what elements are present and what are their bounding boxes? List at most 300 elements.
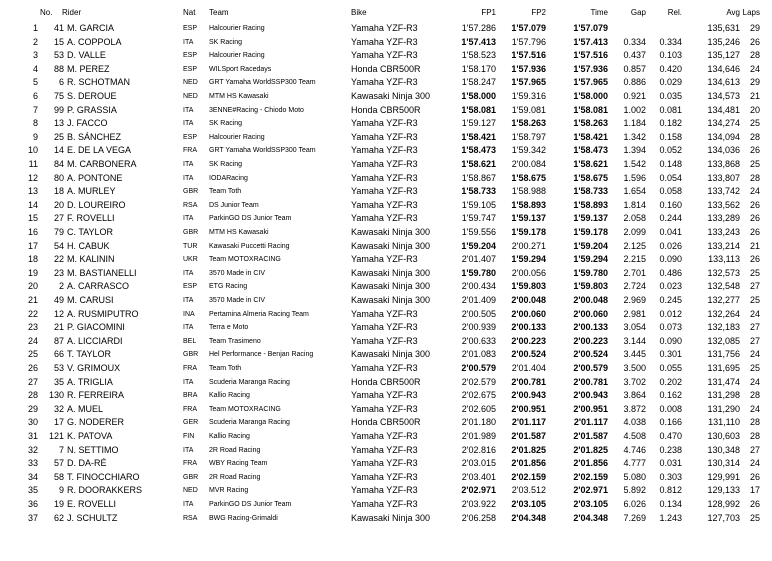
rel-cell: 0.301 [659,349,682,360]
nat-cell: BRA [183,392,198,400]
fp2-cell: 1'58.893 [511,199,546,210]
laps-cell: 25 [749,295,760,305]
laps-cell: 21 [749,240,760,251]
avg-cell: 131,474 [707,376,740,387]
nat-cell: BEL [183,337,197,345]
avg-cell: 132,264 [707,308,740,319]
header-no: No. [40,8,53,17]
number-cell: 19 [53,499,64,509]
team-cell: Team Toth [209,365,242,372]
time-cell: 1'58.473 [573,145,608,156]
laps-cell: 29 [749,23,760,33]
fp2-cell: 2'00.951 [511,403,546,414]
nat-cell: ITA [183,38,194,46]
table-row [0,294,772,307]
rel-cell: 0.166 [659,417,682,428]
nat-cell: FRA [183,460,197,468]
table-row [0,444,772,457]
gap-cell: 1.542 [623,159,646,169]
rel-cell: 0.162 [659,390,682,401]
gap-cell: 2.099 [623,227,646,237]
fp2-cell: 2'01.117 [511,417,546,428]
laps-cell: 28 [749,172,760,183]
nat-cell: ITA [183,324,194,332]
rel-cell: 0.202 [659,376,682,387]
laps-cell: 21 [749,91,760,101]
fp1-cell: 1'58.621 [461,159,496,169]
team-cell: BWG Racing-Grimaldi [209,514,278,522]
rider-cell: A. LICCIARDI [67,335,123,346]
position-cell: 30 [27,417,38,428]
team-cell: Kawasaki Puccetti Racing [209,242,290,250]
rider-cell: T. FINOCCHIARO [67,471,140,482]
bike-cell: Honda CBR500R [351,417,421,428]
fp1-cell: 2'02.579 [461,376,496,387]
rider-cell: C. TAYLOR [67,227,114,237]
team-cell: 3570 Made in CIV [209,297,266,304]
fp1-cell: 2'01.409 [461,295,496,305]
laps-cell: 26 [749,471,760,482]
number-cell: 35 [53,376,64,387]
laps-cell: 26 [749,499,760,509]
team-cell: 3570 Made in CIV [209,269,266,277]
nat-cell: ESP [183,133,198,141]
laps-cell: 28 [749,50,760,61]
time-cell: 1'59.204 [573,240,608,251]
bike-cell: Yamaha YZF-R3 [351,403,418,414]
nat-cell: ITA [183,215,194,223]
team-cell: Halcourier Racing [209,52,265,60]
fp2-cell: 2'01.825 [511,444,546,455]
rel-cell: 0.012 [659,308,682,319]
gap-cell: 1.002 [623,104,646,115]
time-cell: 1'58.000 [573,91,608,101]
laps-cell: 24 [749,349,760,360]
fp1-cell: 1'59.780 [461,267,496,278]
position-cell: 2 [32,36,38,47]
header-rel: Rel. [667,8,682,17]
rel-cell: 0.486 [659,267,682,278]
gap-cell: 1.394 [623,145,646,156]
bike-cell: Yamaha YZF-R3 [351,363,418,373]
avg-cell: 133,214 [707,240,740,251]
rel-cell: 0.055 [659,363,682,373]
rel-cell: 0.023 [659,281,682,292]
fp2-cell: 1'57.796 [511,36,546,47]
avg-cell: 133,113 [708,254,740,265]
number-cell: 12 [53,308,64,319]
fp1-cell: 2'03.401 [461,471,496,482]
table-row [0,131,772,144]
avg-cell: 132,548 [707,281,740,292]
team-cell: Kallio Racing [209,433,250,440]
fp2-cell: 2'00.048 [511,295,546,305]
bike-cell: Yamaha YZF-R3 [351,499,418,509]
fp2-cell: 1'58.263 [511,118,546,129]
position-cell: 32 [27,444,38,455]
gap-cell: 4.038 [623,417,646,428]
nat-cell: ITA [183,120,194,128]
laps-cell: 26 [749,213,760,224]
team-cell: SK Racing [209,38,243,46]
rider-cell: A. TRIGLIA [67,376,113,387]
bike-cell: Yamaha YZF-R3 [351,444,418,455]
time-cell: 2'00.133 [573,322,608,333]
avg-cell: 134,036 [707,145,740,156]
team-cell: SK Racing [209,161,243,168]
fp2-cell: 2'00.056 [511,267,546,278]
fp1-cell: 1'59.127 [461,118,496,129]
gap-cell: 0.437 [623,50,646,61]
number-cell: 66 [53,349,64,360]
bike-cell: Yamaha YZF-R3 [351,159,418,169]
team-cell: Pertamina Almeria Racing Team [209,310,309,318]
gap-cell: 2.981 [623,308,646,319]
fp2-cell: 2'00.060 [511,308,546,319]
laps-cell: 28 [749,131,760,142]
number-cell: 25 [53,131,64,142]
nat-cell: GBR [183,188,199,196]
fp1-cell: 2'01.083 [461,349,496,360]
nat-cell: NED [183,487,198,495]
laps-cell: 27 [749,281,760,292]
team-cell: Team MOTOXRACING [209,256,281,264]
rider-cell: P. GRASSIA [67,104,117,115]
rel-cell: 0.035 [659,91,682,101]
fp2-cell: 2'01.856 [511,458,546,469]
rider-cell: M. KALININ [67,254,115,265]
laps-cell: 25 [749,267,760,278]
position-cell: 36 [27,499,38,509]
position-cell: 22 [27,308,38,319]
bike-cell: Yamaha YZF-R3 [351,254,418,265]
header-gap: Gap [630,8,646,17]
number-cell: 22 [53,254,64,265]
position-cell: 20 [27,281,38,292]
rider-cell: M. PEREZ [67,63,110,74]
number-cell: 79 [53,227,64,237]
avg-cell: 131,110 [708,417,740,428]
gap-cell: 3.500 [623,363,646,373]
laps-cell: 27 [749,322,760,333]
gap-cell: 1.654 [623,186,646,197]
number-cell: 2 [58,281,64,292]
rider-cell: M. CARBONERA [67,159,137,169]
number-cell: 87 [53,335,64,346]
avg-cell: 132,085 [707,335,740,346]
bike-cell: Yamaha YZF-R3 [351,458,418,469]
number-cell: 15 [53,36,64,47]
gap-cell: 5.080 [623,471,646,482]
table-row [0,117,772,130]
number-cell: 13 [53,118,64,129]
table-row [0,49,772,62]
nat-cell: ITA [183,446,194,454]
laps-cell: 17 [749,485,760,496]
team-cell: Team Trasimeno [209,337,261,345]
position-cell: 13 [27,186,38,197]
avg-cell: 131,298 [707,390,740,401]
fp2-cell: 2'00.084 [511,159,546,169]
team-cell: Halcourier Racing [209,25,265,32]
position-cell: 15 [27,213,38,224]
bike-cell: Yamaha YZF-R3 [351,322,418,333]
rel-cell: 0.245 [659,295,682,305]
gap-cell: 6.026 [623,499,646,509]
rider-cell: M. CARUSI [67,295,114,305]
rel-cell: 0.103 [659,50,682,61]
rider-cell: J. SCHULTZ [67,512,118,523]
laps-cell: 26 [749,227,760,237]
time-cell: 2'00.943 [573,390,608,401]
fp1-cell: 2'02.675 [461,390,496,401]
gap-cell: 1.814 [623,199,646,210]
table-row [0,22,772,35]
position-cell: 23 [27,322,38,333]
bike-cell: Kawasaki Ninja 300 [351,227,431,237]
rider-cell: A. MURLEY [67,186,116,197]
position-cell: 5 [32,77,38,88]
header-nat: Nat [183,8,196,17]
avg-cell: 134,646 [707,63,740,74]
number-cell: 54 [53,240,64,251]
time-cell: 2'01.825 [573,444,608,455]
laps-cell: 26 [749,145,760,156]
rel-cell: 0.148 [659,159,682,169]
gap-cell: 2.058 [623,213,646,224]
bike-cell: Yamaha YZF-R3 [351,145,418,156]
laps-cell: 24 [749,403,760,414]
avg-cell: 130,603 [707,431,740,441]
rel-cell: 0.026 [659,240,682,251]
fp1-cell: 1'58.170 [461,63,496,74]
team-cell: Scuderia Maranga Racing [209,419,290,427]
nat-cell: FRA [183,405,197,413]
fp2-cell: 2'00.524 [511,349,546,360]
time-cell: 2'02.159 [573,471,608,482]
laps-cell: 28 [749,390,760,401]
rel-cell: 0.031 [659,458,682,469]
rel-cell: 0.182 [659,118,682,129]
team-cell: WBY Racing Team [209,460,268,468]
team-cell: Halcourier Racing [209,133,265,141]
avg-cell: 133,868 [707,159,740,169]
fp2-cell: 2'00.133 [511,322,546,333]
rider-cell: F. ROVELLI [67,213,115,224]
laps-cell: 26 [749,254,760,265]
fp1-cell: 2'03.015 [461,458,496,469]
position-cell: 11 [28,159,38,169]
nat-cell: RSA [183,514,198,522]
table-row [0,498,772,511]
fp2-cell: 2'04.348 [511,512,546,523]
table-row [0,76,772,89]
rider-cell: M. GARCIA [67,23,115,33]
avg-cell: 133,807 [707,172,740,183]
avg-cell: 133,562 [707,199,740,210]
avg-cell: 132,277 [707,295,740,305]
nat-cell: ESP [183,52,198,60]
laps-cell: 29 [749,77,760,88]
fp1-cell: 1'58.421 [461,131,496,142]
rel-cell: 0.052 [659,145,682,156]
bike-cell: Yamaha YZF-R3 [351,199,418,210]
rel-cell: 0.160 [659,199,682,210]
avg-cell: 129,991 [707,471,740,482]
fp1-cell: 2'00.579 [461,363,496,373]
time-cell: 1'59.780 [573,267,608,278]
avg-cell: 131,290 [707,403,740,414]
table-row [0,185,772,198]
bike-cell: Kawasaki Ninja 300 [351,281,431,292]
rel-cell [650,22,682,35]
fp1-cell: 1'57.286 [461,23,496,33]
fp2-cell: 1'58.797 [511,131,546,142]
number-cell: 7 [58,444,64,455]
nat-cell: INA [183,310,195,318]
number-cell: 88 [53,63,64,74]
avg-cell: 133,742 [707,186,740,197]
rider-cell: D. LOUREIRO [67,199,126,210]
gap-cell: 3.872 [623,403,646,414]
gap-cell: 2.215 [623,254,646,265]
fp1-cell: 1'59.105 [461,199,496,210]
nat-cell: GBR [183,229,199,236]
fp2-cell: 2'03.512 [511,485,546,496]
nat-cell: NED [183,93,198,100]
avg-cell: 134,481 [707,104,740,115]
laps-cell: 24 [749,186,760,197]
gap-cell: 2.701 [623,267,646,278]
rel-cell: 0.029 [659,77,682,88]
header-team: Team [209,8,229,17]
nat-cell: FRA [183,365,197,372]
number-cell: 21 [53,322,64,333]
team-cell: Scuderia Maranga Racing [209,378,290,386]
position-cell: 29 [27,403,38,414]
time-cell: 1'57.413 [573,36,608,47]
number-cell: 75 [53,91,64,101]
bike-cell: Yamaha YZF-R3 [351,77,418,88]
nat-cell: RSA [183,201,198,209]
fp1-cell: 2'01.989 [461,431,496,441]
rel-cell: 0.238 [659,444,682,455]
position-cell: 34 [27,471,38,482]
rider-cell: A. CARRASCO [67,281,130,292]
bike-cell: Yamaha YZF-R3 [351,471,418,482]
rider-cell: B. SÁNCHEZ [67,131,122,142]
time-cell: 1'58.893 [573,199,608,210]
fp1-cell: 1'57.413 [461,36,496,47]
rel-cell: 0.470 [659,431,682,441]
team-cell: ParkinGO DS Junior Team [209,501,292,508]
rider-cell: V. GRIMOUX [67,363,121,373]
bike-cell: Honda CBR500R [351,63,421,74]
rel-cell: 0.041 [659,227,682,237]
fp1-cell: 1'58.733 [461,186,496,197]
fp1-cell: 2'01.180 [461,417,496,428]
time-cell: 2'01.117 [573,417,608,428]
gap-cell: 3.445 [623,349,646,360]
laps-cell: 25 [749,363,760,373]
avg-cell: 128,992 [707,499,740,509]
rel-cell: 0.090 [659,335,682,346]
rider-cell: R. FERREIRA [67,390,125,401]
time-cell: 2'00.579 [573,363,608,373]
time-cell: 1'58.733 [573,186,608,197]
bike-cell: Yamaha YZF-R3 [351,390,418,401]
team-cell: WILSport Racedays [209,65,272,73]
position-cell: 7 [32,104,38,115]
laps-cell: 25 [749,159,760,169]
bike-cell: Kawasaki Ninja 300 [351,240,431,251]
number-cell: 41 [53,23,64,33]
number-cell: 62 [53,512,64,523]
fp2-cell: 1'59.294 [511,254,546,265]
bike-cell: Yamaha YZF-R3 [351,131,418,142]
gap-cell: 0.921 [623,91,646,101]
position-cell: 4 [32,63,38,74]
header-laps: Laps [742,8,760,17]
time-cell: 2'00.781 [573,376,608,387]
table-row [0,376,772,389]
header-avg: Avg [726,8,740,17]
avg-cell: 133,243 [707,227,740,237]
gap-cell: 1.596 [623,172,646,183]
gap-cell: 3.054 [623,322,646,333]
position-cell: 31 [27,431,38,441]
fp2-cell: 1'59.803 [511,281,546,292]
table-row [0,335,772,348]
rider-cell: M. BASTIANELLI [67,267,137,278]
time-cell: 1'58.675 [573,172,608,183]
gap-cell: 0.857 [623,63,646,74]
bike-cell: Yamaha YZF-R3 [351,118,418,129]
nat-cell: TUR [183,242,198,250]
fp2-cell: 1'59.178 [511,227,546,237]
rel-cell: 0.090 [659,254,682,265]
position-cell: 1 [32,23,38,33]
nat-cell: ESP [183,25,198,32]
avg-cell: 127,703 [707,512,740,523]
number-cell: 57 [53,458,64,469]
nat-cell: ITA [183,161,194,168]
team-cell: GRT Yamaha WorldSSP300 Team [209,79,316,87]
table-row [0,240,772,253]
laps-cell: 28 [749,417,760,428]
team-cell: ParkinGO DS Junior Team [209,215,292,223]
fp2-cell: 2'03.105 [511,499,546,509]
rel-cell: 0.158 [659,131,682,142]
avg-cell: 134,613 [707,77,740,88]
gap-cell: 7.269 [623,512,646,523]
table-row [0,484,772,497]
avg-cell: 135,246 [707,36,740,47]
rider-cell: J. FACCO [67,118,108,129]
laps-cell: 28 [749,431,760,441]
team-cell: Team MOTOXRACING [209,405,281,413]
table-row [0,212,772,225]
gap-cell: 1.184 [623,118,646,129]
number-cell: 18 [53,186,64,197]
time-cell: 2'04.348 [573,512,608,523]
bike-cell: Yamaha YZF-R3 [351,23,418,33]
laps-cell: 26 [749,199,760,210]
avg-cell: 132,183 [707,322,740,333]
header-fp1: FP1 [481,8,496,17]
avg-cell: 134,094 [707,131,740,142]
bike-cell: Yamaha YZF-R3 [351,50,418,61]
